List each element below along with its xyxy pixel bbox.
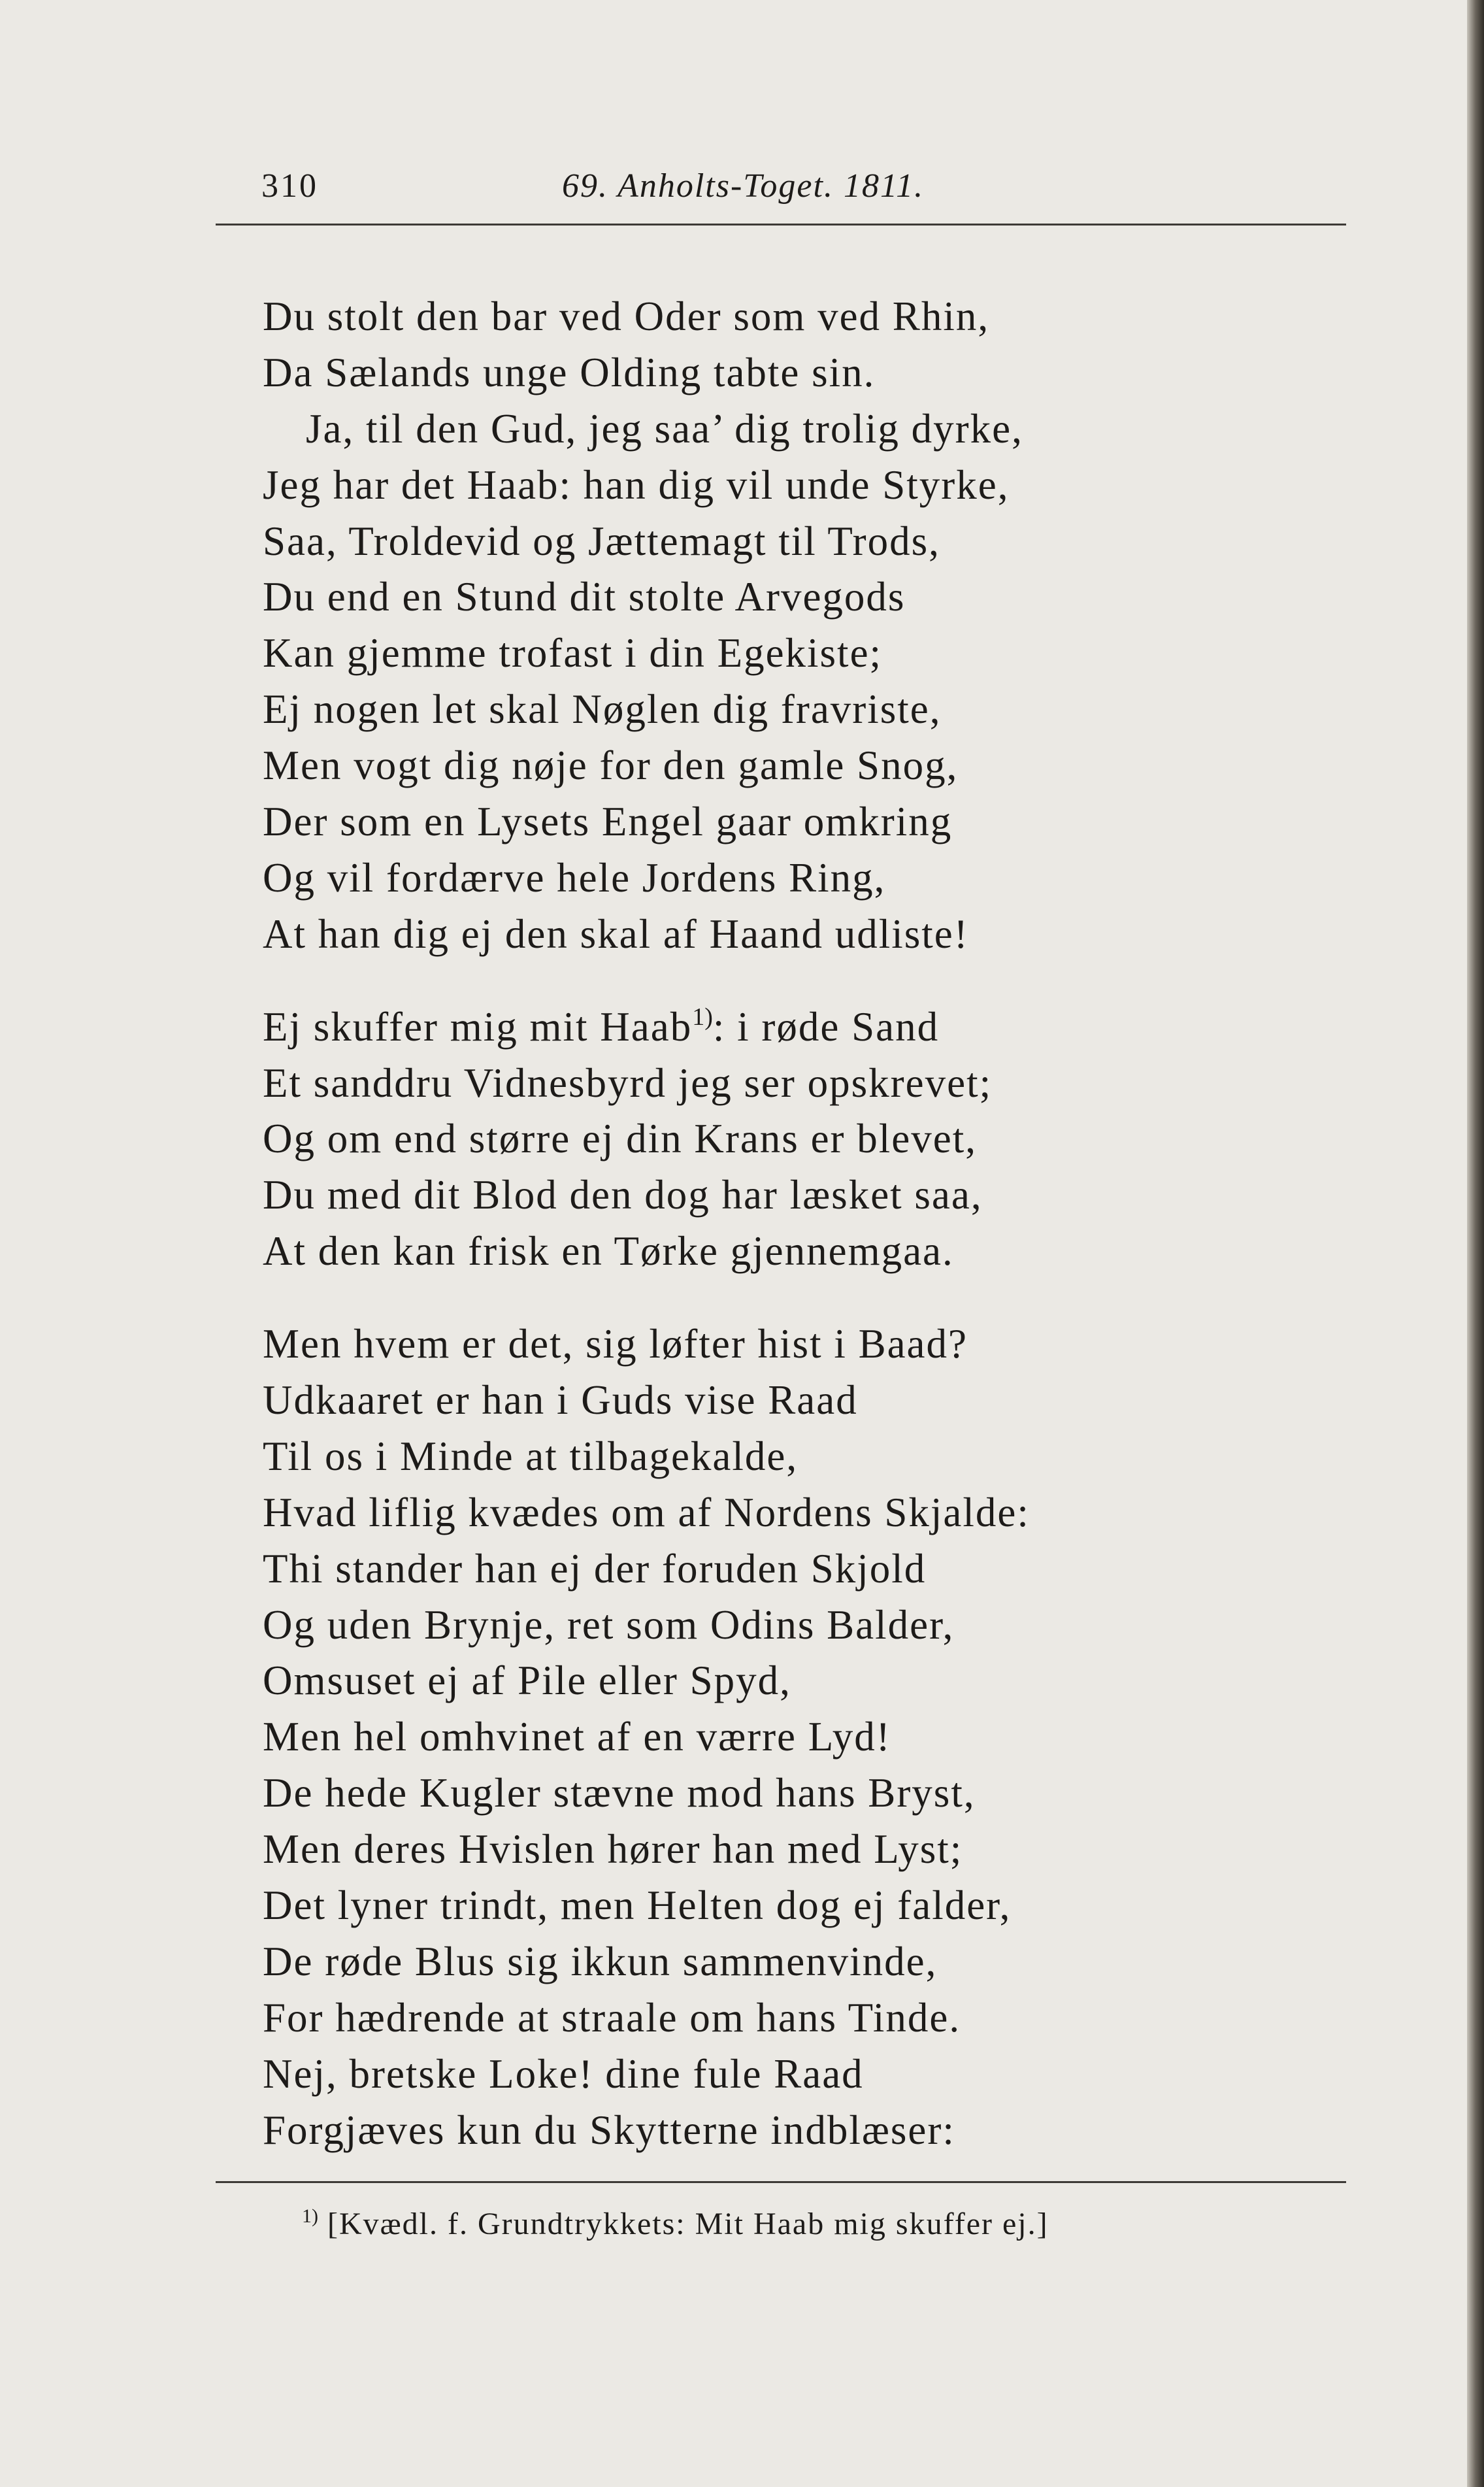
verse-line: Det lyner trindt, men Helten dog ej falder, bbox=[263, 1882, 1012, 1929]
page-number: 310 bbox=[261, 167, 318, 205]
footnote-text: [Kvædl. f. Grundtrykkets: Mit Haab mig skuffer ej.] bbox=[327, 2207, 1049, 2241]
verse-line: Men hel omhvinet af en værre Lyd! bbox=[263, 1714, 891, 1760]
verse-text: : i røde Sand bbox=[712, 1003, 940, 1050]
verse-line: Og om end større ej din Krans er blevet, bbox=[263, 1116, 977, 1162]
verse-line: Thi stander han ej der foruden Skjold bbox=[263, 1545, 927, 1592]
verse-line: De hede Kugler stævne mod hans Bryst, bbox=[263, 1770, 976, 1816]
verse-line: For hædrende at straale om hans Tinde. bbox=[263, 1994, 961, 2041]
verse-line: Og vil fordærve hele Jordens Ring, bbox=[263, 854, 886, 901]
verse-line: Nej, bretske Loke! dine fule Raad bbox=[263, 2050, 864, 2097]
poem-body bbox=[263, 289, 1334, 2159]
verse-line: Du stolt den bar ved Oder som ved Rhin, bbox=[263, 293, 990, 339]
footnote-rule bbox=[216, 2181, 1346, 2183]
verse-line: Ja, til den Gud, jeg saa’ dig trolig dyrke, bbox=[306, 405, 1023, 452]
page-edge-shadow bbox=[1467, 0, 1484, 2487]
verse-line: Men hvem er det, sig løfter hist i Baad? bbox=[263, 1321, 968, 1367]
stanza-gap bbox=[263, 963, 1334, 999]
footnote-mark: 1) bbox=[302, 2205, 318, 2227]
verse-line: Men vogt dig nøje for den gamle Snog, bbox=[263, 743, 959, 789]
verse-line: De røde Blus sig ikkun sammenvinde, bbox=[263, 1938, 938, 1984]
header-rule bbox=[216, 224, 1346, 225]
verse-line: Udkaaret er han i Guds vise Raad bbox=[263, 1377, 858, 1424]
verse-line: Men deres Hvislen hører han med Lyst; bbox=[263, 1826, 963, 1873]
verse-line: Et sanddru Vidnesbyrd jeg ser opskrevet; bbox=[263, 1060, 993, 1106]
stanza-2 bbox=[263, 999, 1334, 1280]
verse-line bbox=[263, 999, 1334, 1056]
verse-line: Ej nogen let skal Nøglen dig fravriste, bbox=[263, 686, 942, 733]
verse-line: At han dig ej den skal af Haand udliste! bbox=[263, 910, 969, 957]
verse-line: Jeg har det Haab: han dig vil unde Styrke, bbox=[263, 461, 1010, 508]
verse-line: Forgjæves kun du Skytterne indblæser: bbox=[263, 2107, 955, 2153]
stanza-gap bbox=[263, 1280, 1334, 1316]
footnote bbox=[302, 2201, 1347, 2247]
verse-line: Der som en Lysets Engel gaar omkring bbox=[263, 799, 953, 845]
verse-text: Ej skuffer mig mit Haab bbox=[263, 1003, 693, 1050]
verse-line: Kan gjemme trofast i din Egekiste; bbox=[263, 630, 883, 676]
running-head bbox=[256, 160, 1341, 212]
verse-line: Da Sælands unge Olding tabte sin. bbox=[263, 349, 876, 395]
verse-line: Og uden Brynje, ret som Odins Balder, bbox=[263, 1601, 955, 1648]
stanza-3 bbox=[263, 1316, 1334, 2158]
verse-line: At den kan frisk en Tørke gjennemgaa. bbox=[263, 1228, 954, 1275]
running-title: 69. Anholts-Toget. 1811. bbox=[562, 167, 925, 205]
verse-line: Til os i Minde at tilbagekalde, bbox=[263, 1433, 799, 1479]
verse-line: Du med dit Blod den dog har læsket saa, bbox=[263, 1172, 983, 1218]
stanza-1 bbox=[263, 289, 1334, 963]
verse-line: Omsuset ej af Pile eller Spyd, bbox=[263, 1658, 791, 1704]
verse-line: Saa, Troldevid og Jættemagt til Trods, bbox=[263, 518, 940, 564]
footnote-reference: 1) bbox=[692, 1003, 713, 1031]
verse-line: Du end en Stund dit stolte Arvegods bbox=[263, 574, 906, 620]
verse-line: Hvad liflig kvædes om af Nordens Skjalde: bbox=[263, 1489, 1030, 1535]
